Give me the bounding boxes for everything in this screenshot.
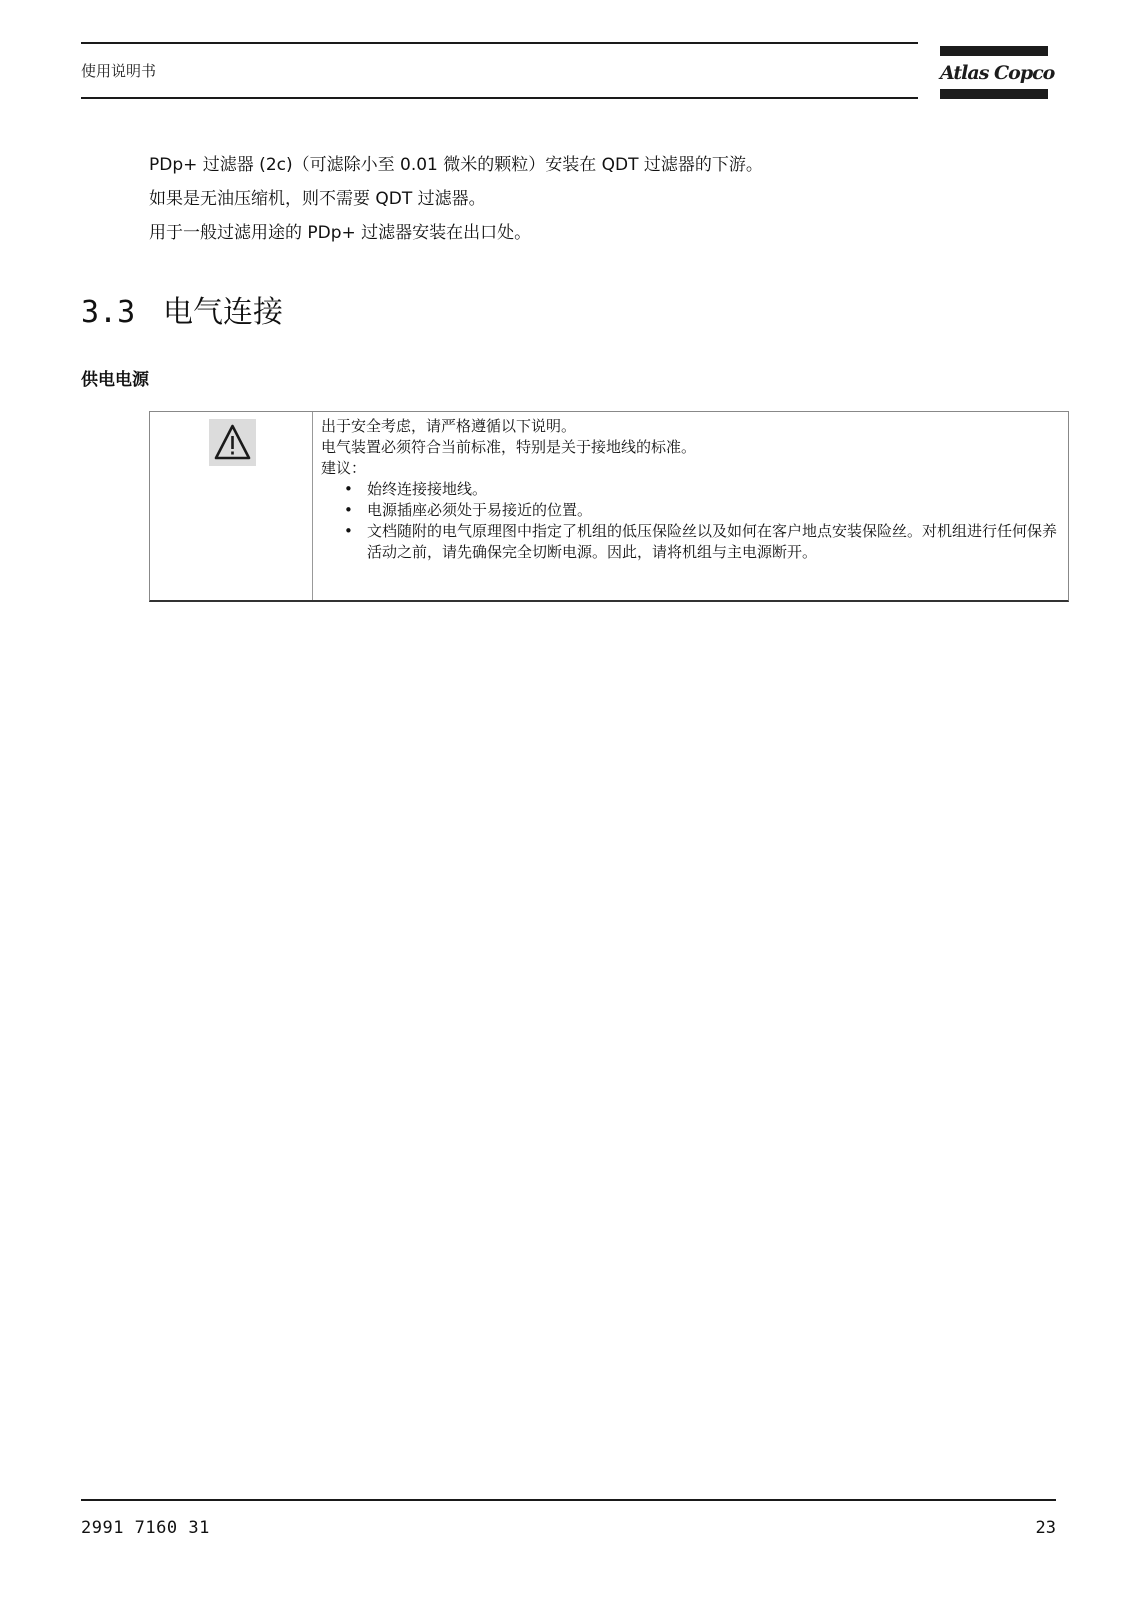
subsection-heading: 供电电源: [81, 370, 149, 390]
warning-text: [321, 416, 1066, 563]
warning-line: 电气装置必须符合当前标准，特别是关于接地线的标准。: [321, 438, 697, 456]
warning-box-divider: [312, 412, 313, 600]
logo-bottom-bar: [940, 89, 1048, 99]
logo-top-bar: [940, 46, 1048, 56]
list-item: [321, 521, 1066, 563]
list-item: [321, 500, 1066, 521]
logo-wordmark: Atlas Copco: [940, 62, 1055, 84]
document-code: 2991 7160 31: [81, 1518, 210, 1538]
header-bottom-rule: [81, 97, 918, 99]
intro-line: PDp+ 过滤器 (2c)（可滤除小至 0.01 微米的颗粒）安装在 QDT 过滤器的下游。: [149, 155, 763, 175]
footer-rule: [81, 1499, 1056, 1501]
header-top-rule: [81, 42, 918, 44]
intro-line: 如果是无油压缩机，则不需要 QDT 过滤器。: [149, 189, 486, 209]
list-item-text: 文档随附的电气原理图中指定了机组的低压保险丝以及如何在客户地点安装保险丝。对机组进行任何保养活动之前，请先确保完全切断电源。因此，请将机组与主电源断开。: [367, 522, 1058, 561]
document-type-label: 使用说明书: [81, 62, 157, 80]
list-item: [321, 479, 1066, 500]
bullet-icon: •: [344, 522, 353, 540]
recommendation-list: [321, 479, 1066, 563]
section-number: 3.3: [81, 295, 136, 330]
warning-line: 建议：: [321, 459, 367, 477]
bullet-icon: •: [344, 501, 353, 519]
section-title: 电气连接: [163, 295, 283, 330]
warning-triangle-icon: [209, 419, 256, 466]
section-heading: [81, 295, 283, 331]
list-item-text: 始终连接接地线。: [367, 480, 488, 498]
list-item-text: 电源插座必须处于易接近的位置。: [367, 501, 593, 519]
page-number: 23: [1035, 1518, 1056, 1538]
intro-paragraphs: [149, 148, 763, 250]
bullet-icon: •: [344, 480, 353, 498]
intro-line: 用于一般过滤用途的 PDp+ 过滤器安装在出口处。: [149, 223, 532, 243]
safety-warning-box: [149, 411, 1069, 602]
warning-line: 出于安全考虑，请严格遵循以下说明。: [321, 417, 577, 435]
atlas-copco-logo: [940, 46, 1055, 100]
